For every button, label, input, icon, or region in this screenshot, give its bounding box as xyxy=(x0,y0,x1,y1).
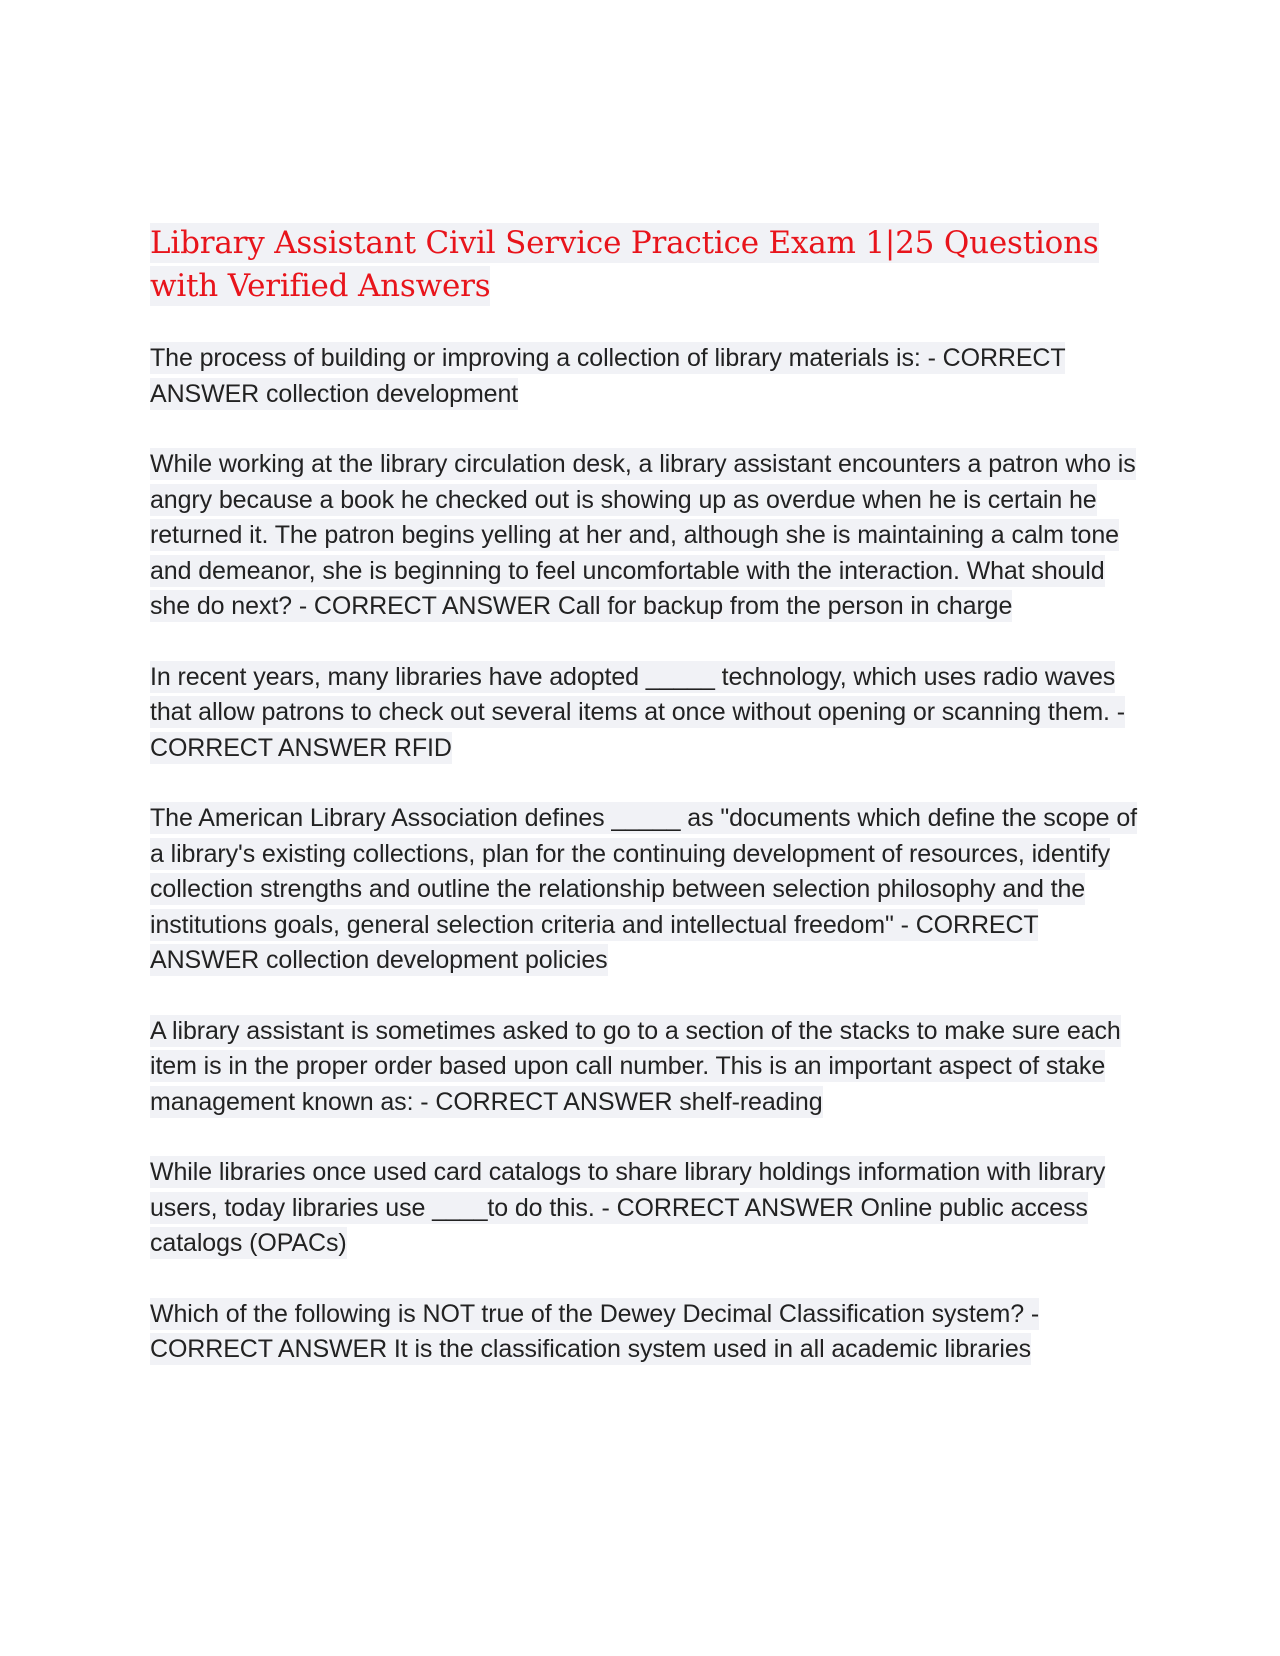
question-text: In recent years, many libraries have adopted _____ technology, which uses radio waves that allow patrons to check out several items at once without opening or scanning them. xyxy=(150,662,1116,726)
document-title xyxy=(150,222,1140,308)
answer-label: - CORRECT ANSWER xyxy=(150,1299,1040,1363)
answer-label: - CORRECT ANSWER xyxy=(150,344,1066,408)
answer-text: Online public access catalogs (OPACs) xyxy=(150,1193,1088,1257)
question-text: Which of the following is NOT true of the Dewey Decimal Classification system? xyxy=(150,1299,1025,1328)
qa-item-2 xyxy=(150,447,1140,625)
answer-label: - CORRECT ANSWER xyxy=(150,910,1039,974)
qa-item-1 xyxy=(150,341,1140,412)
question-text: While working at the library circulation desk, a library assistant encounters a patron who is angry because a book he checked out is showing up as overdue when he is certain he returned it. The patron begins yelling at her and, although she is maintaining a calm tone and demeanor, she is beginning to feel uncomfortable with the interaction. What should she do next? xyxy=(150,450,1136,620)
answer-label: - CORRECT ANSWER xyxy=(298,592,551,620)
qa-item-6 xyxy=(150,1155,1140,1262)
qa-item-7 xyxy=(150,1297,1140,1368)
document-body xyxy=(150,222,1140,1403)
qa-item-4 xyxy=(150,801,1140,979)
answer-text: collection development xyxy=(266,379,519,408)
question-text: The process of building or improving a collection of library materials is: xyxy=(150,344,921,372)
answer-label: - CORRECT ANSWER xyxy=(420,1087,673,1116)
answer-text: shelf-reading xyxy=(679,1087,823,1116)
answer-label: - CORRECT ANSWER xyxy=(601,1193,854,1222)
qa-item-3 xyxy=(150,660,1140,767)
question-text: The American Library Association defines _____ as "documents which define the scope of a library's existing collections, plan for the continuing development of resources, identify collection strengths and outline the relationship between selection philosophy and the institutions goals, general selection criteria and intellectual freedom" xyxy=(150,804,1137,939)
answer-text: It is the classification system used in all academic libraries xyxy=(393,1335,1032,1363)
answer-label: - CORRECT ANSWER xyxy=(150,698,1125,762)
answer-text: RFID xyxy=(393,733,452,762)
answer-text: Call for backup from the person in charge xyxy=(557,592,1013,620)
question-text: While libraries once used card catalogs to share library holdings information with library users, today libraries use ____to do this. xyxy=(150,1158,1106,1222)
answer-text: collection development policies xyxy=(266,946,608,974)
qa-item-5 xyxy=(150,1014,1140,1121)
document-title-text: Library Assistant Civil Service Practice Exam 1|25 Questions with Verified Answers xyxy=(150,225,1099,304)
question-text: A library assistant is sometimes asked to go to a section of the stacks to make sure each item is in the proper order based upon call number. This is an important aspect of stake management known as: xyxy=(150,1016,1121,1116)
